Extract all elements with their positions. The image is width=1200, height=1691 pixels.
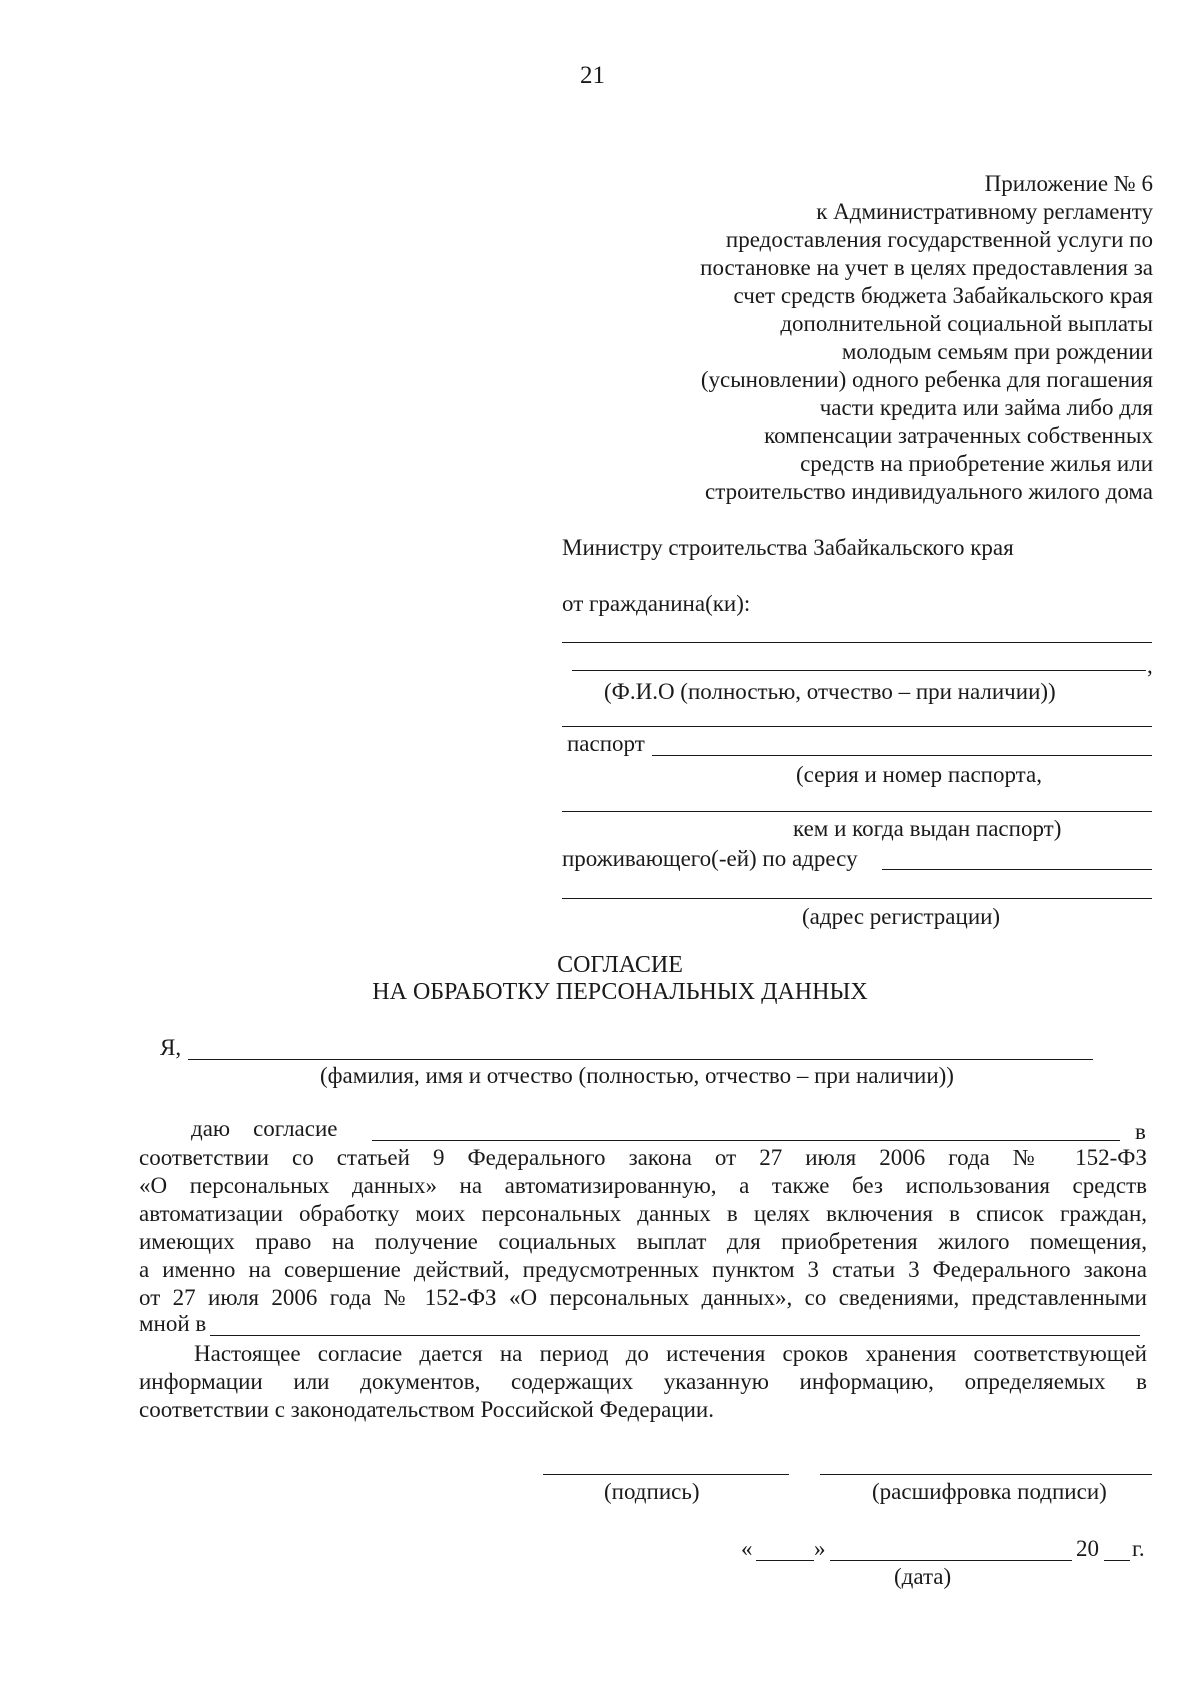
give-consent-label: даю согласие <box>191 1116 338 1141</box>
date-month-field-line[interactable] <box>830 1560 1072 1561</box>
document-subtitle: НА ОБРАБОТКУ ПЕРСОНАЛЬНЫХ ДАННЫХ <box>372 979 868 1005</box>
date-year-field-line[interactable] <box>1104 1560 1130 1561</box>
passport-field-line[interactable] <box>652 755 1152 756</box>
appendix-line: (усыновлении) одного ребенка для погашения <box>700 367 1153 392</box>
date-caption: (дата) <box>894 1564 952 1589</box>
appendix-line: Приложение № 6 <box>984 171 1153 196</box>
appendix-line: компенсации затраченных собственных <box>764 423 1153 448</box>
consent-text-line: а именно на совершение действий, предусмотренных пунктом 3 статьи 3 Федерального закона <box>139 1257 1147 1282</box>
document-title: СОГЛАСИЕ <box>557 952 683 978</box>
address-caption: (адрес регистрации) <box>802 904 1001 929</box>
consent-text-line: соответствии со статьей 9 Федерального закона от 27 июля 2006 года № 152-ФЗ <box>139 1145 1147 1170</box>
fio-caption: (Ф.И.О (полностью, отчество – при наличии)) <box>604 679 1056 704</box>
address-label: проживающего(-ей) по адресу <box>562 846 858 871</box>
period-text-line: информации или документов, содержащих указанную информацию, определяемых в <box>139 1369 1147 1394</box>
from-citizen-label: от гражданина(ки): <box>562 591 751 616</box>
passport-caption: (серия и номер паспорта, <box>796 762 1042 787</box>
signature-decode-caption: (расшифровка подписи) <box>872 1479 1107 1504</box>
appendix-line: части кредита или займа либо для <box>819 395 1153 420</box>
ya-fio-field-line[interactable] <box>188 1059 1093 1060</box>
passport-issued-caption: кем и когда выдан паспорт) <box>793 816 1062 841</box>
fio-field-line-1[interactable] <box>562 642 1152 643</box>
passport-label: паспорт <box>567 731 645 756</box>
year-suffix: г. <box>1132 1536 1145 1561</box>
address-field-line-2[interactable] <box>562 898 1152 899</box>
consent-text-line: от 27 июля 2006 года № 152-ФЗ «О персональных данных», со сведениями, представленными <box>139 1285 1147 1310</box>
consent-recipient-field-line[interactable] <box>372 1140 1120 1141</box>
period-text-line: соответствии с законодательством Российской Федерации. <box>139 1397 714 1422</box>
appendix-line: средств на приобретение жилья или <box>800 451 1153 476</box>
ya-label: Я, <box>160 1035 182 1060</box>
appendix-line: дополнительной социальной выплаты <box>780 311 1153 336</box>
fio-field-line-3[interactable] <box>562 726 1152 727</box>
consent-text-line: «О персональных данных» на автоматизированную, а также без использования средств <box>139 1173 1147 1198</box>
appendix-line: предоставления государственной услуги по <box>725 227 1153 252</box>
ya-fio-caption: (фамилия, имя и отчество (полностью, отчество – при наличии)) <box>320 1063 954 1088</box>
page-number: 21 <box>580 62 605 89</box>
signature-field-line[interactable] <box>543 1474 789 1475</box>
appendix-line: к Административному регламенту <box>816 199 1153 224</box>
quote-close: » <box>814 1536 826 1561</box>
appendix-line: молодым семьям при рождении <box>841 339 1153 364</box>
consent-text-line: имеющих право на получение социальных выплат для приобретения жилого помещения, <box>139 1229 1147 1254</box>
period-text-line: Настоящее согласие дается на период до истечения сроков хранения соответствующей <box>194 1341 1147 1366</box>
address-field-line-1[interactable] <box>882 869 1152 870</box>
comma: , <box>1147 653 1153 678</box>
mnoy-v-label: мной в <box>139 1311 207 1336</box>
data-source-field-line[interactable] <box>210 1335 1140 1336</box>
signature-caption: (подпись) <box>604 1479 700 1504</box>
v-label: в <box>1135 1119 1146 1144</box>
appendix-block <box>560 170 1153 506</box>
passport-issued-field-line[interactable] <box>562 811 1152 812</box>
signature-decode-field-line[interactable] <box>820 1474 1152 1475</box>
minister-line: Министру строительства Забайкальского края <box>562 535 1014 560</box>
quote-open: « <box>741 1536 753 1561</box>
fio-field-line-2[interactable] <box>572 670 1146 671</box>
appendix-line: строительство индивидуального жилого дома <box>705 479 1153 504</box>
date-day-field-line[interactable] <box>756 1560 814 1561</box>
appendix-line: счет средств бюджета Забайкальского края <box>733 283 1153 308</box>
appendix-line: постановке на учет в целях предоставления за <box>700 255 1153 280</box>
consent-text-line: автоматизации обработку моих персональных данных в целях включения в список граждан, <box>139 1201 1147 1226</box>
year-prefix: 20 <box>1076 1536 1099 1561</box>
